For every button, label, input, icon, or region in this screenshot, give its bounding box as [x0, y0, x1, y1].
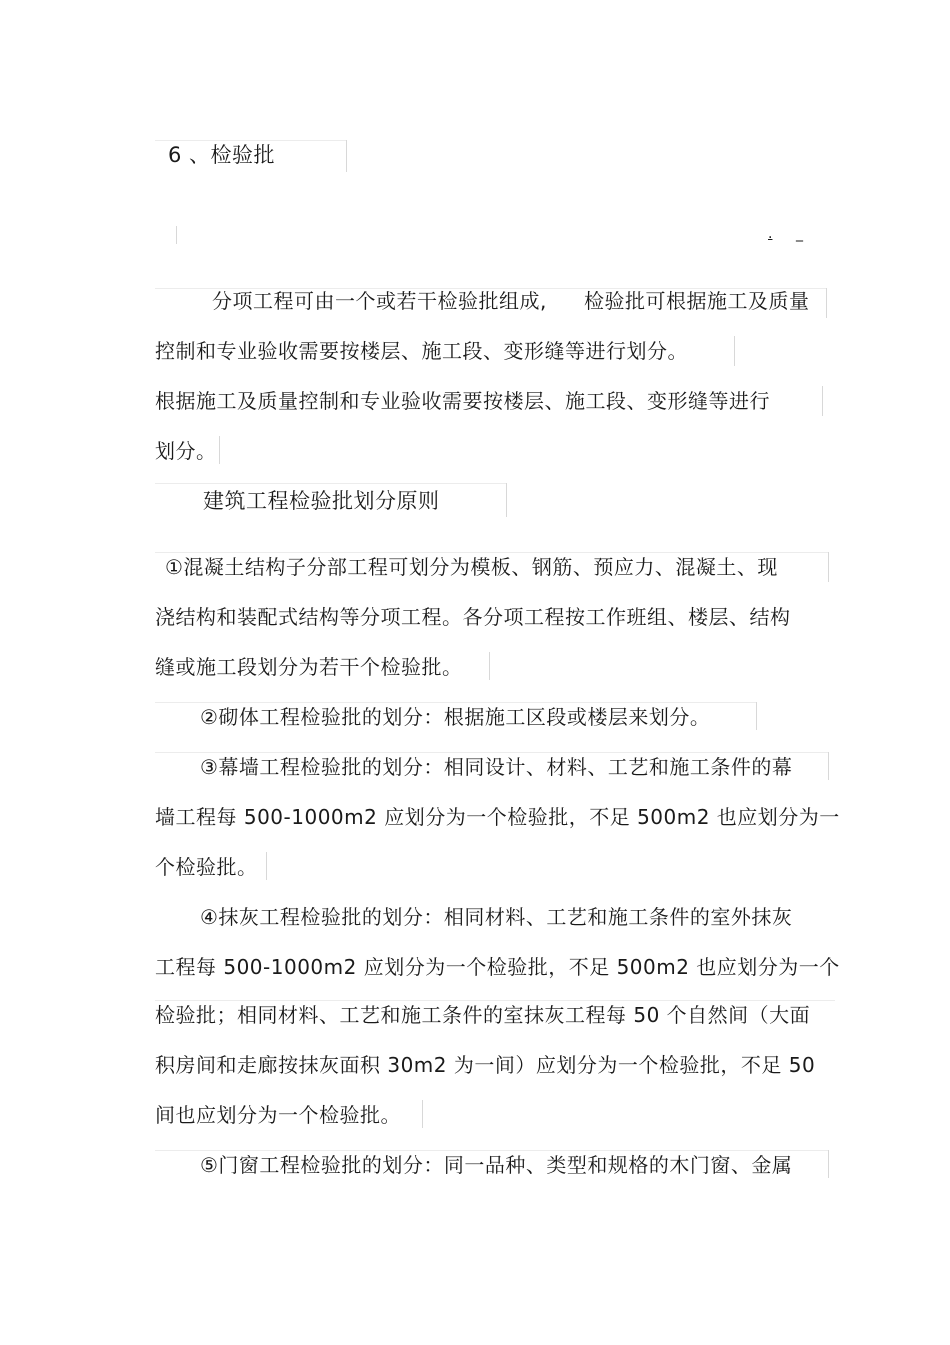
subheading: 建筑工程检验批划分原则 — [203, 489, 440, 513]
rule-4-line-3: 检验批；相同材料、工艺和施工条件的室抹灰工程每 50 个自然间（大面 — [155, 1003, 811, 1027]
intro-line-4: 划分。 — [155, 439, 217, 463]
divider — [489, 652, 490, 680]
rule-3-line-2: 墙工程每 500-1000m2 应划分为一个检验批，不足 500m2 也应划分为一 — [155, 805, 840, 829]
rule-5-line-1: ⑤门窗工程检验批的划分：同一品种、类型和规格的木门窗、金属 — [200, 1153, 793, 1177]
divider — [756, 702, 757, 730]
rule-3-line-3: 个检验批。 — [155, 855, 258, 879]
divider — [826, 288, 827, 318]
intro-line-2: 控制和专业验收需要按楼层、施工段、变形缝等进行划分。 — [155, 339, 688, 363]
rule-1-line-1: ①混凝土结构子分部工程可划分为模板、钢筋、预应力、混凝土、现 — [165, 555, 778, 579]
intro-line-3: 根据施工及质量控制和专业验收需要按楼层、施工段、变形缝等进行 — [155, 389, 770, 413]
divider — [155, 1000, 835, 1001]
divider — [828, 752, 829, 780]
divider — [828, 552, 829, 582]
section-heading: 6 、检验批 — [168, 143, 276, 167]
divider — [219, 436, 220, 464]
rule-1-line-3: 缝或施工段划分为若干个检验批。 — [155, 655, 463, 679]
rule-4-line-1: ④抹灰工程检验批的划分：相同材料、工艺和施工条件的室外抹灰 — [200, 905, 793, 929]
divider — [155, 702, 757, 703]
rule-4-line-2: 工程每 500-1000m2 应划分为一个检验批，不足 500m2 也应划分为一个 — [155, 955, 840, 979]
rule-3-line-1: ③幕墙工程检验批的划分：相同设计、材料、工艺和施工条件的幕 — [200, 755, 793, 779]
corner-dot-mark: . — [768, 226, 773, 242]
divider — [422, 1100, 423, 1128]
divider — [822, 386, 823, 416]
rule-2-line-1: ②砌体工程检验批的划分：根据施工区段或楼层来划分。 — [200, 705, 711, 729]
divider — [155, 552, 829, 553]
rule-1-line-2: 浇结构和装配式结构等分项工程。各分项工程按工作班组、楼层、结构 — [155, 605, 791, 629]
divider — [346, 140, 347, 172]
divider — [828, 1150, 829, 1178]
divider — [734, 336, 735, 366]
divider — [155, 752, 829, 753]
intro-line-1a: 分项工程可由一个或若干检验批组成, — [212, 289, 547, 313]
intro-line-1b: 检验批可根据施工及质量 — [584, 289, 810, 313]
divider — [266, 852, 267, 880]
divider — [155, 1150, 829, 1151]
rule-4-line-5: 间也应划分为一个检验批。 — [155, 1103, 401, 1127]
divider — [155, 483, 507, 484]
divider — [506, 483, 507, 517]
divider — [176, 226, 177, 244]
corner-dash-mark: _ — [796, 226, 803, 242]
rule-4-line-4: 积房间和走廊按抹灰面积 30m2 为一间）应划分为一个检验批，不足 50 — [155, 1053, 816, 1077]
divider — [155, 140, 347, 141]
